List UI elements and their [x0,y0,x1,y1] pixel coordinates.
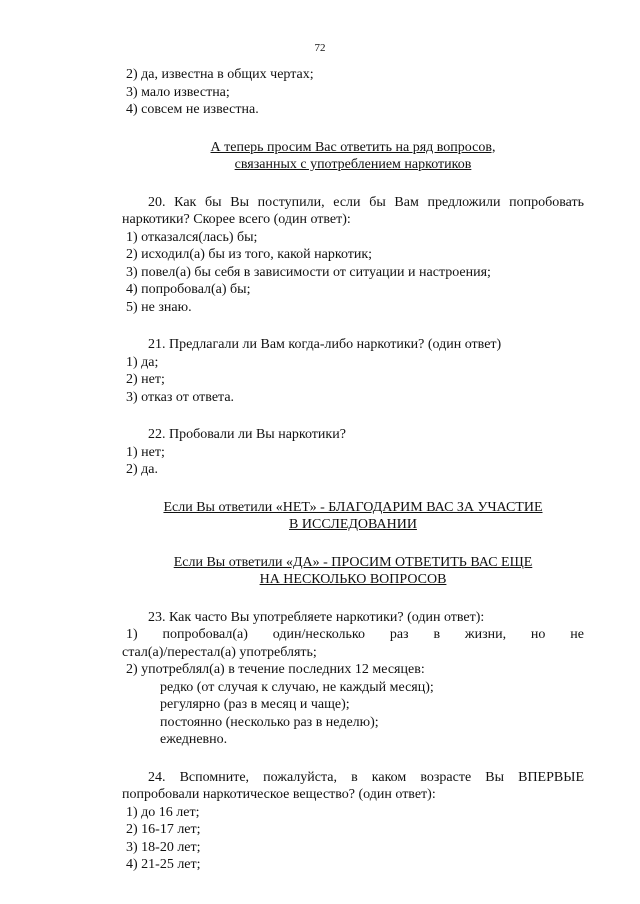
document-body [122,66,584,874]
question-22: 22. Пробовали ли Вы наркотики? [148,427,346,442]
question-23-sub-option: ежедневно. [160,732,228,747]
question-24-option: 2) 16-17 лет; [126,822,201,837]
question-23: 23. Как часто Вы употребляете наркотики? (один ответ): [148,609,485,625]
note-no-line-1: Если Вы ответили «НЕТ» - БЛАГОДАРИМ ВАС ЗА УЧАСТИЕ [163,499,543,515]
question-23-option-1-line-2: стал(а)/перестал(а) употреблять; [122,644,317,660]
section-heading-line-1: А теперь просим Вас ответить на ряд вопросов, [210,139,496,155]
question-20-option: 3) повел(а) бы себя в зависимости от ситуации и настроения; [126,264,491,280]
question-23-sub-option: постоянно (несколько раз в неделю); [160,714,379,730]
question-23-sub-option: регулярно (раз в месяц и чаще); [160,697,350,712]
question-24-option: 4) 21-25 лет; [126,857,201,872]
question-20-option: 1) отказался(лась) бы; [126,229,258,245]
section-heading-line-2: связанных с употреблением наркотиков [234,157,472,172]
note-no-line-2: В ИССЛЕДОВАНИИ [289,517,417,532]
question-22-option: 2) да. [126,462,158,477]
question-24-option: 1) до 16 лет; [126,804,200,820]
question-20-option: 5) не знаю. [126,299,192,315]
question-20-line-1: 20. Как бы Вы поступили, если бы Вам предложили попробовать [148,194,584,210]
question-24-line-2: попробовали наркотическое вещество? (один ответ): [122,787,436,802]
question-21-option: 3) отказ от ответа. [126,389,235,405]
question-20-option: 2) исходил(а) бы из того, какой наркотик; [126,247,373,262]
prev-option: 4) совсем не известна. [126,102,259,117]
note-yes-line-1: Если Вы ответили «ДА» - ПРОСИМ ОТВЕТИТЬ ВАС ЕЩЕ [173,554,533,570]
question-23-option-2: 2) употреблял(а) в течение последних 12 месяцев: [126,662,425,677]
question-23-sub-option: редко (от случая к случаю, не каждый месяц); [160,679,434,695]
question-21-option: 2) нет; [126,372,165,387]
question-20-option: 4) попробовал(а) бы; [126,282,251,297]
question-24-option: 3) 18-20 лет; [126,839,201,855]
prev-option: 2) да, известна в общих чертах; [126,67,314,82]
prev-option: 3) мало известна; [126,84,230,100]
question-21-option: 1) да; [126,354,159,370]
question-22-option: 1) нет; [126,444,165,460]
question-24-line-1: 24. Вспомните, пожалуйста, в каком возрасте Вы ВПЕРВЫЕ [148,769,584,785]
question-21: 21. Предлагали ли Вам когда-либо наркотики? (один ответ) [148,337,502,352]
note-yes-line-2: НА НЕСКОЛЬКО ВОПРОСОВ [259,572,447,587]
page-number: 72 [314,42,326,54]
question-20-line-2: наркотики? Скорее всего (один ответ): [122,212,351,227]
question-23-option-1-line-1: 1) попробовал(а) один/несколько раз в жизни, но не [126,627,584,642]
